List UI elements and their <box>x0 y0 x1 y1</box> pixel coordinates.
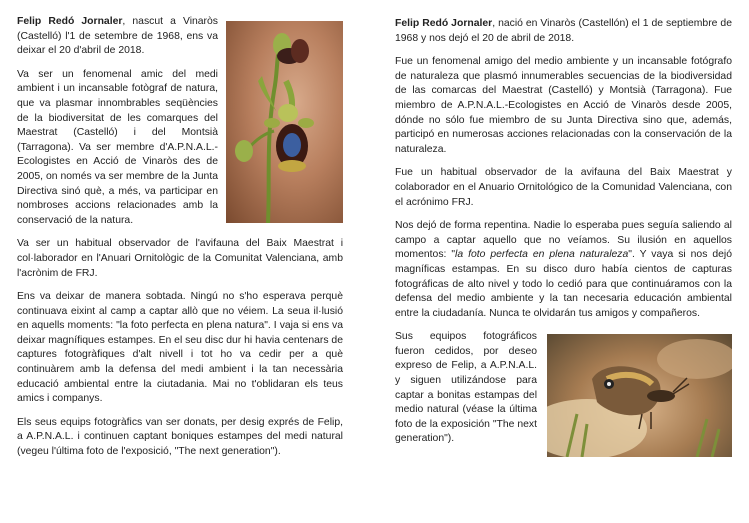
paragraph: Ens va deixar de manera sobtada. Ningú no s'ho esperava perquè continuava eixint al camp a captar allò que no véiem. La seua il·lusió en aquells moments: "la foto perfecta en plena natura". I vaja si ens va deixar magnífiques estampes. En el seu disc dur hi havia centenars de captures fotogràfiques d'alt nivell i tot ho va cedir per a què continuàrem amb la defensa del medi ambient i la tan necessària educació ambiental entre la ciutadania. Mai no t'oblidaran els teus amics i companys. <box>17 291 343 405</box>
paragraph: Fue un habitual observador de la avifauna del Baix Maestrat y colaborador en el Anuario Ornitológico de la Comunidad Valenciana, con el acrónimo FRJ. <box>395 167 732 208</box>
paragraph: Sus equipos fotográficos fueron cedidos, por deseo expreso de Felip, a A.P.N.A.L. y siguen utilizándose para captar a bonitas estampas del medio natural (véase la última foto de la exposición "The next generation"). <box>395 331 537 445</box>
paragraph: Fue un fenomenal amigo del medio ambiente y un incansable fotógrafo de naturaleza que plasmó innumerables secuencias de la biodiversidad de las comarcas del Maestrat (Castelló) y Montsià (Tarragona). Fue miembro de A.P.N.A.L.-Ecologistes en Acció de Vinaròs desde 2005, dónde no sólo fue miembro de su Junta Directiva sino que, además, participó en numerosas acciones relacionadas con la conservación de la naturaleza. <box>395 56 732 155</box>
paragraph: Va ser un fenomenal amic del medi ambient i un incansable fotògraf de natura, que va plasmar innombrables seqüències de la biodiversitat de les comarques del Maestrat (Castelló) i del Montsià (Tarragona). Va ser membre d'A.P.N.A.L.-Ecologistes en Acció de Vinaròs des de 2005, on només va ser membre de la Junta Directiva sinó què, a més, va participar en nombroses accions relacionades amb la conservació de la natura. <box>17 68 218 226</box>
quote: la foto perfecta en plena naturaleza <box>455 249 629 261</box>
name-bold: Felip Redó Jornaler <box>395 18 493 29</box>
paragraph: Els seus equips fotogràfics van ser donats, per desig exprés de Felip, a A.P.N.A.L. i continuen captant boniques estampes del medi natural (vegeu l'última foto de l'exposició, "The next generation"). <box>17 416 343 458</box>
name-bold: Felip Redó Jornaler <box>17 16 123 27</box>
butterfly-photo <box>547 334 732 457</box>
paragraph: Va ser un habitual observador de l'avifauna del Baix Maestrat i col·laborador en l'Anuari Ornitològic de la Comunitat Valenciana, amb l'acrònim de FRJ. <box>17 238 343 279</box>
orchid-photo <box>226 21 343 223</box>
spanish-column <box>395 17 732 463</box>
intro-text: , nació en Vinaròs (Castellón) el 1 de septiembre de 1968 y nos dejó el 20 de abril de 2018. <box>395 18 732 44</box>
intro-text: , nascut a Vinaròs (Castelló) l'1 de setembre de 1968, ens va deixar el 20 d'abril de 2018. <box>17 16 218 57</box>
catalan-column <box>17 15 343 469</box>
paragraph: Nos dejó de forma repentina. Nadie lo esperaba pues seguía saliendo al campo a captar aquello que no veíamos. Su ilusión en aquellos momentos: "la foto perfecta en plena naturaleza". Y vaya si nos dejó magníficas estampas. En su disco duro había cientos de capturas fotográficas de alto nivel y todo lo cedió para que continuáramos con la defensa del medio ambiente y la tan necesaria educación ambiental entre la ciudadanía. Nunca te olvidarán tus amigos y compañeros. <box>395 220 732 319</box>
